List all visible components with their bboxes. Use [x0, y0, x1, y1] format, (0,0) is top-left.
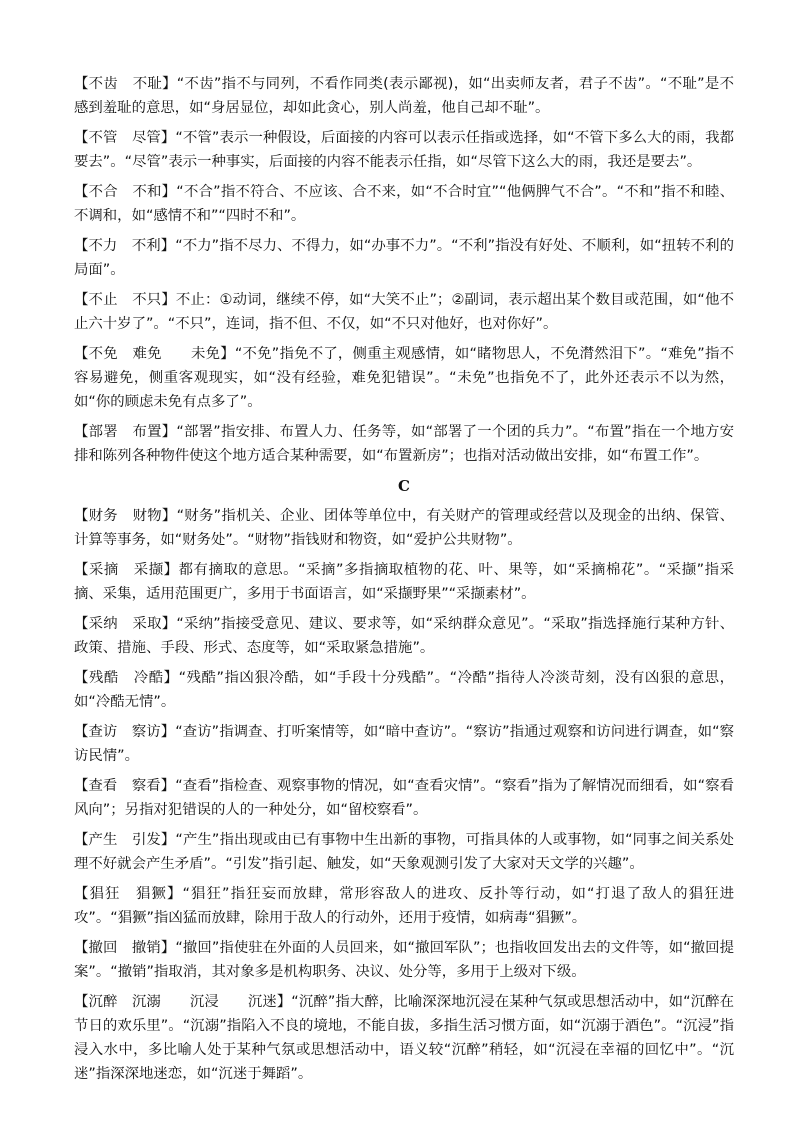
- entry-buzhi-buzhi: 【不止 不只】不止：①动词，继续不停，如“大笑不止”；②副词，表示超出某个数目或范围，如“他不止六十岁了”。“不只”，连词，指不但、不仅，如“不只对他好，也对你好”。: [74, 292, 734, 332]
- entry-caizhai-caixie: 【采摘 采撷】都有摘取的意思。“采摘”多指摘取植物的花、叶、果等，如“采摘棉花”。“采撷”指采摘、采集，适用范围更广，多用于书面语言，如“采撷野果”“采撷素材”。: [74, 562, 734, 602]
- section-c-heading: C: [398, 477, 410, 495]
- entry-chansheng-yinfa: 【产生 引发】“产生”指出现或由已有事物中生出新的事物，可指具体的人或事物，如“同事之间关系处理不好就会产生矛盾”。“引发”指引起、触发，如“天象观测引发了大家对天文学的兴趣”。: [74, 832, 734, 872]
- entry-buguan-jinguan: 【不管 尽管】“不管”表示一种假设，后面接的内容可以表示任指或选择，如“不管下多么大的雨，我都要去”。“尽管”表示一种事实，后面接的内容不能表示任指，如“尽管下这么大的雨，我还是要去”。: [74, 130, 734, 170]
- entry-buchi-buchi: 【不齿 不耻】“不齿”指不与同列，不看作同类(表示鄙视)，如“出卖师友者，君子不齿”。“不耻”是不感到羞耻的意思，如“身居显位，却如此贪心，别人尚羞，他自己却不耻”。: [74, 76, 734, 116]
- entry-chenzui-chenni-chenjin-chenmi: 【沉醉 沉溺 沉浸 沉迷】“沉醉”指大醉，比喻深深地沉浸在某种气氛或思想活动中，如“沉醉在节日的欢乐里”。“沉溺”指陷入不良的境地，不能自拔，多指生活习惯方面，如“沉溺于酒色”。“沉浸”指浸入水中，多比喻人处于某种气氛或思想活动中，语义较“沉醉”稍轻，如“沉浸在幸福的回忆中”。“沉迷”指深深地迷恋，如“沉迷于舞蹈”。: [74, 994, 734, 1082]
- entry-buhe-buhe: 【不合 不和】“不合”指不符合、不应该、合不来，如“不合时宜”“他俩脾气不合”。“不和”指不和睦、不调和，如“感情不和”“四时不和”。: [74, 184, 734, 224]
- entry-chakan-chakan: 【查看 察看】“查看”指检查、观察事物的情况，如“查看灾情”。“察看”指为了解情况而细看，如“察看风向”；另指对犯错误的人的一种处分，如“留校察看”。: [74, 778, 734, 818]
- entry-bumian-nanmian-weimian: 【不免 难免 未免】“不免”指免不了，侧重主观感情，如“睹物思人，不免潸然泪下”。“难免”指不容易避免，侧重客观现实，如“没有经验，难免犯错误”。“未免”也指免不了，此外还表示不以为然，如“你的顾虑未免有点多了”。: [74, 346, 734, 410]
- entry-chafang-chafang: 【查访 察访】“查访”指调查、打听案情等，如“暗中查访”。“察访”指通过观察和访问进行调查，如“察访民情”。: [74, 724, 734, 764]
- section-c: [74, 504, 734, 1086]
- entry-changkuang-changjue: 【猖狂 猖獗】“猖狂”指狂妄而放肆，常形容敌人的进攻、反扑等行动，如“打退了敌人的猖狂进攻”。“猖獗”指凶猛而放肆，除用于敌人的行动外，还用于疫情，如病毒“猖獗”。: [74, 886, 734, 926]
- entry-caina-caiqu: 【采纳 采取】“采纳”指接受意见、建议、要求等，如“采纳群众意见”。“采取”指选择施行某种方针、政策、措施、手段、形式、态度等，如“采取紧急措施”。: [74, 616, 734, 656]
- entry-buli-buli: 【不力 不利】“不力”指不尽力、不得力，如“办事不力”。“不利”指没有好处、不顺利，如“扭转不利的局面”。: [74, 238, 734, 278]
- document-page: [74, 72, 734, 1092]
- entry-caiwu-caiwu: 【财务 财物】“财务”指机关、企业、团体等单位中，有关财产的管理或经营以及现金的出纳、保管、计算等事务，如“财务处”。“财物”指钱财和物资，如“爱护公共财物”。: [74, 508, 734, 548]
- entry-chehui-chexiao: 【撤回 撤销】“撤回”指使驻在外面的人员回来，如“撤回军队”；也指收回发出去的文件等，如“撤回提案”。“撤销”指取消，其对象多是机构职务、决议、处分等，多用于上级对下级。: [74, 940, 734, 980]
- entry-canku-lengku: 【残酷 冷酷】“残酷”指凶狠冷酷，如“手段十分残酷”。“冷酷”指待人冷淡苛刻，没有凶狠的意思，如“冷酷无情”。: [74, 670, 734, 710]
- section-b: [74, 72, 734, 468]
- entry-bushu-buzhi: 【部署 布置】“部署”指安排、布置人力、任务等，如“部署了一个团的兵力”。“布置”指在一个地方安排和陈列各种物件使这个地方适合某种需要，如“布置新房”；也指对活动做出安排，如“布置工作”。: [74, 424, 734, 464]
